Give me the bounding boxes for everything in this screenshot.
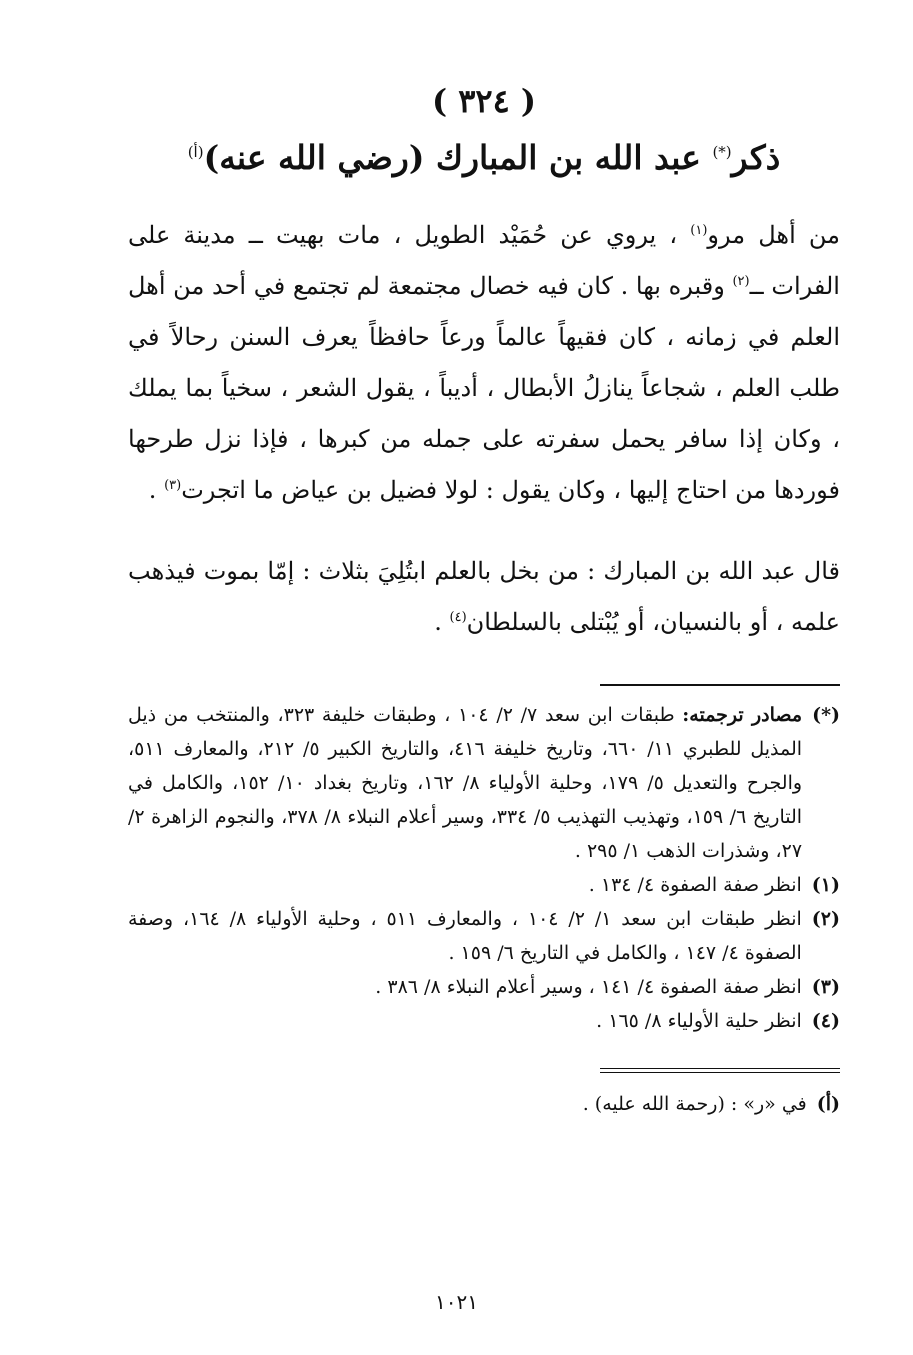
variant-notes — [128, 1087, 840, 1121]
variant-note-text: في «ر» : (رحمة الله عليه) . — [582, 1093, 807, 1115]
footnotes — [128, 698, 840, 1038]
quote-paragraph — [128, 546, 840, 648]
footnote-lead: مصادر ترجمته: — [682, 704, 803, 726]
footnote — [128, 902, 840, 970]
footnote-text: انظر طبقات ابن سعد ١/ ٢/ ١٠٤ ، والمعارف ٥١١ ، وحلية الأولياء ٨/ ١٦٤، وصفة الصفوة ٤/ ١٤٧ ، والكامل في التاريخ ٦/ ١٥٩ . — [128, 908, 802, 964]
footnote-number: (٣) — [811, 976, 840, 998]
title-variant-mark: (أ) — [187, 143, 204, 161]
footnote-text: انظر صفة الصفوة ٤/ ١٤١ ، وسير أعلام النبلاء ٨/ ٣٨٦ . — [375, 976, 802, 998]
variant-note-number: (أ) — [816, 1093, 840, 1115]
footnote-number: (*) — [812, 704, 840, 726]
footnote — [128, 1004, 840, 1038]
text-segment: من أهل مرو — [707, 221, 840, 249]
footnote-ref: (٤) — [449, 610, 467, 625]
variant-note — [128, 1087, 840, 1121]
text-segment: وقبره بها . كان فيه خصال مجتمعة لم تجتمع في أحد من أهل العلم في زمانه ، كان فقيهاً عالماً ورعاً حافظاً يعرف السنن رحالاً في طلب العلم ، شجاعاً ينازلُ الأبطال ، أديباً ، يقول الشعر ، سخياً بما يملك ، وكان إذا سافر يحمل سفرته على جمله من كبرها ، فإذا نزل طرحها فوردها من احتاج إليها ، وكان يقول : لولا فضيل بن عياض ما اتجرت — [128, 272, 840, 504]
text-segment: . — [434, 608, 450, 636]
footnote-ref: (٢) — [732, 274, 750, 289]
footnote-number: (٤) — [811, 1010, 840, 1032]
page-number: ١٠٢١ — [435, 1290, 478, 1314]
footnote-number: (٢) — [811, 908, 840, 930]
footnote-text — [128, 698, 802, 868]
footnote-text: انظر صفة الصفوة ٤/ ١٣٤ . — [588, 874, 802, 896]
entry-title — [128, 130, 840, 180]
footnote — [128, 868, 840, 902]
text-segment: ، يروي عن حُمَيْد الطويل ، مات بهيت ــ مدينة على الفرات ــ — [128, 221, 840, 300]
footnote — [128, 698, 840, 868]
title-source-mark: (*) — [712, 143, 732, 161]
footnote-ref: (١) — [690, 223, 708, 238]
footnote-body: طبقات ابن سعد ٧/ ٢/ ١٠٤ ، وطبقات خليفة ٣٢٣، والمنتخب من ذيل المذيل للطبري ١١/ ٦٦٠، وتاريخ خليفة ٤١٦، والتاريخ الكبير ٥/ ٢١٢، والمعارف ٥١١، والجرح والتعديل ٥/ ١٧٩، وحلية الأولياء ٨/ ١٦٢، وتاريخ بغداد ١٠/ ١٥٢، والكامل في التاريخ ٦/ ١٥٩، وتهذيب التهذيب ٥/ ٣٣٤، وسير أعلام النبلاء ٨/ ٣٧٨، والنجوم الزاهرة ٢/ ٢٧، وشذرات الذهب ١/ ٢٩٥ . — [128, 704, 803, 862]
footnote-ref: (٣) — [164, 478, 182, 493]
biography-paragraph — [128, 210, 840, 516]
title-name: عبد الله بن المبارك (رضي الله عنه) — [203, 138, 701, 177]
text-segment: . — [148, 476, 165, 504]
footnote-text: انظر حلية الأولياء ٨/ ١٦٥ . — [596, 1010, 802, 1032]
footnote-number: (١) — [811, 874, 840, 896]
text-segment: قال عبد الله بن المبارك : من بخل بالعلم ابتُلِيَ بثلاث : إمّا بموت فيذهب علمه ، أو بالنسيان، أو يُبْتلى بالسلطان — [128, 557, 840, 636]
footnote-divider — [600, 684, 840, 686]
footnote — [128, 970, 840, 1004]
entry-number: ( ٣٢٤ ) — [431, 82, 537, 120]
page — [128, 78, 840, 1121]
title-prefix: ذكر — [731, 138, 781, 177]
variant-divider — [600, 1068, 840, 1073]
